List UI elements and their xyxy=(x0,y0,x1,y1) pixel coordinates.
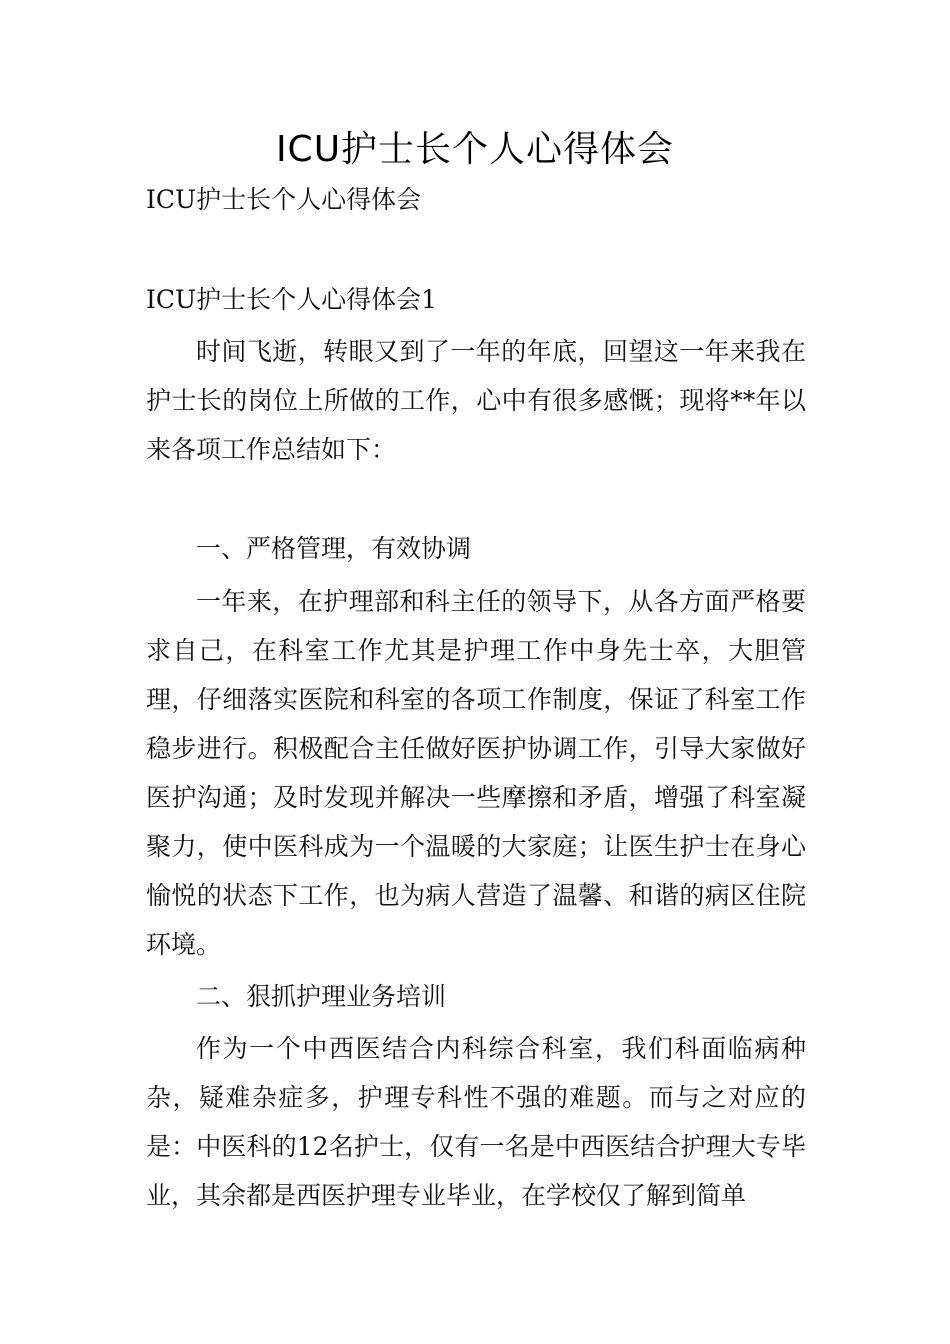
document-title: ICU护士长个人心得体会 xyxy=(275,129,675,170)
section-title: ICU护士长个人心得体会1 xyxy=(146,285,437,314)
heading-strict-management: 一、严格管理，有效协调 xyxy=(196,534,472,563)
heading-nursing-training: 二、狠抓护理业务培训 xyxy=(196,982,447,1011)
paragraph-nursing-training: 作为一个中西医结合内科综合科室，我们科面临病种杂，疑难杂症多，护理专科性不强的难题。而与之对应的是：中医科的12名护士，仅有一名是中西医结合护理大专毕业，其余都是西医护理专业毕业，在学校仅了解到简单 xyxy=(146,1034,806,1210)
intro-paragraph: 时间飞逝，转眼又到了一年的年底，回望这一年来我在护士长的岗位上所做的工作，心中有很多感慨；现将**年以来各项工作总结如下： xyxy=(146,337,806,464)
document-subtitle: ICU护士长个人心得体会 xyxy=(146,185,422,214)
paragraph-strict-management: 一年来，在护理部和科主任的领导下，从各方面严格要求自己，在科室工作尤其是护理工作中身先士卒，大胆管理，仔细落实医院和科室的各项工作制度，保证了科室工作稳步进行。积极配合主任做好医护协调工作，引导大家做好医护沟通；及时发现并解决一些摩擦和矛盾，增强了科室凝聚力，使中医科成为一个温暖的大家庭；让医生护士在身心愉悦的状态下工作，也为病人营造了温馨、和谐的病区住院环境。 xyxy=(146,587,806,959)
